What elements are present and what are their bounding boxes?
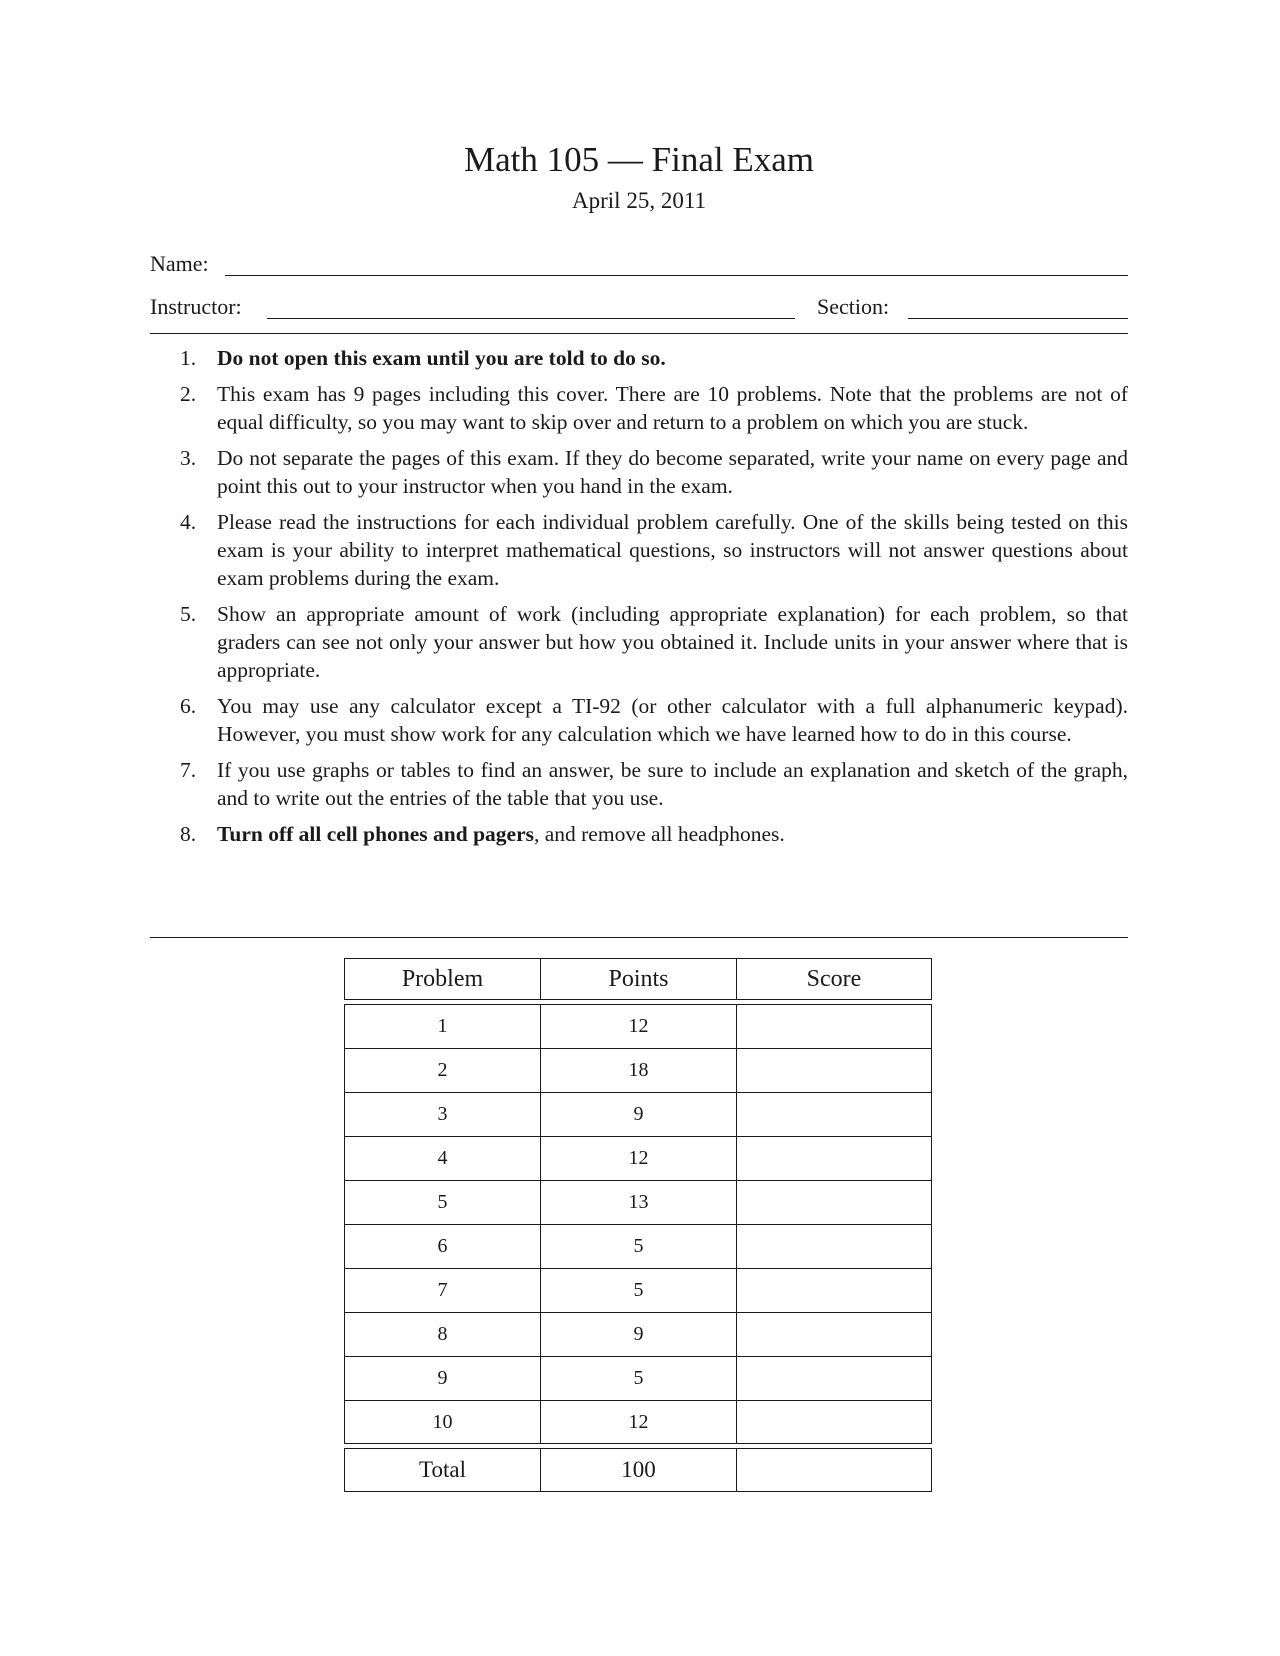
table-row: 4 12 [344, 1136, 932, 1180]
table-row: 6 5 [344, 1224, 932, 1268]
score-cell[interactable] [736, 1180, 932, 1224]
section-label: Section: [817, 294, 890, 319]
table-row: 1 12 [344, 1004, 932, 1048]
score-cell[interactable] [736, 1136, 932, 1180]
instructor-field-row [150, 293, 1128, 323]
name-field-row [150, 250, 1128, 280]
score-cell[interactable] [736, 1048, 932, 1092]
instruction-item: 5. Show an appropriate amount of work (including appropriate explanation) for each problem, so that graders can see not only your answer but how you obtained it. Include units in your answer where that is appropriate. [180, 602, 1128, 682]
instruction-item: 2. This exam has 9 pages including this cover. There are 10 problems. Note that the problems are not of equal difficulty, so you may want to skip over and return to a problem on which you are stuck. [180, 382, 1128, 434]
instruction-item: 8. Turn off all cell phones and pagers, and remove all headphones. [180, 822, 785, 846]
total-score-cell[interactable] [736, 1448, 932, 1492]
score-cell[interactable] [736, 1224, 932, 1268]
page-title: Math 105 — Final Exam [464, 140, 814, 179]
column-header-problem: Problem [344, 958, 540, 1000]
table-row: 2 18 [344, 1048, 932, 1092]
exam-cover-page [150, 0, 1128, 1656]
table-row: 8 9 [344, 1312, 932, 1356]
top-divider [150, 333, 1128, 334]
instruction-item: 7. If you use graphs or tables to find an answer, be sure to include an explanation and sketch of the graph, and to write out the entries of the table that you use. [180, 758, 1128, 810]
bottom-divider [150, 937, 1128, 938]
name-label: Name: [150, 251, 209, 276]
score-cell[interactable] [736, 1268, 932, 1312]
table-row: 7 5 [344, 1268, 932, 1312]
instructions-list [150, 344, 1128, 856]
instruction-item: 4. Please read the instructions for each individual problem carefully. One of the skills being tested on this exam is your ability to interpret mathematical questions, so instructors will not answer questions about exam problems during the exam. [180, 510, 1128, 590]
score-cell[interactable] [736, 1312, 932, 1356]
score-table [344, 958, 932, 1492]
instruction-item: 1. Do not open this exam until you are told to do so. [180, 346, 666, 370]
column-header-points: Points [540, 958, 736, 1000]
table-row: 3 9 [344, 1092, 932, 1136]
column-header-score: Score [736, 958, 932, 1000]
instruction-item: 3. Do not separate the pages of this exam. If they do become separated, write your name on every page and point this out to your instructor when you hand in the exam. [180, 446, 1128, 498]
score-cell[interactable] [736, 1092, 932, 1136]
table-row: 10 12 [344, 1400, 932, 1444]
instructor-field-line[interactable] [267, 318, 795, 319]
score-cell[interactable] [736, 1004, 932, 1048]
score-cell[interactable] [736, 1356, 932, 1400]
section-field-line[interactable] [908, 318, 1128, 319]
table-header-row [344, 958, 932, 1000]
total-label: Total [344, 1448, 540, 1492]
exam-date: April 25, 2011 [572, 188, 706, 213]
table-row: 5 13 [344, 1180, 932, 1224]
name-field-line[interactable] [225, 275, 1128, 276]
score-cell[interactable] [736, 1400, 932, 1444]
instruction-item: 6. You may use any calculator except a TI-92 (or other calculator with a full alphanumeric keypad). However, you must show work for any calculation which we have learned how to do in this course. [180, 694, 1128, 746]
instructor-label: Instructor: [150, 294, 242, 319]
table-row: 9 5 [344, 1356, 932, 1400]
total-row [344, 1448, 932, 1492]
total-points: 100 [540, 1448, 736, 1492]
